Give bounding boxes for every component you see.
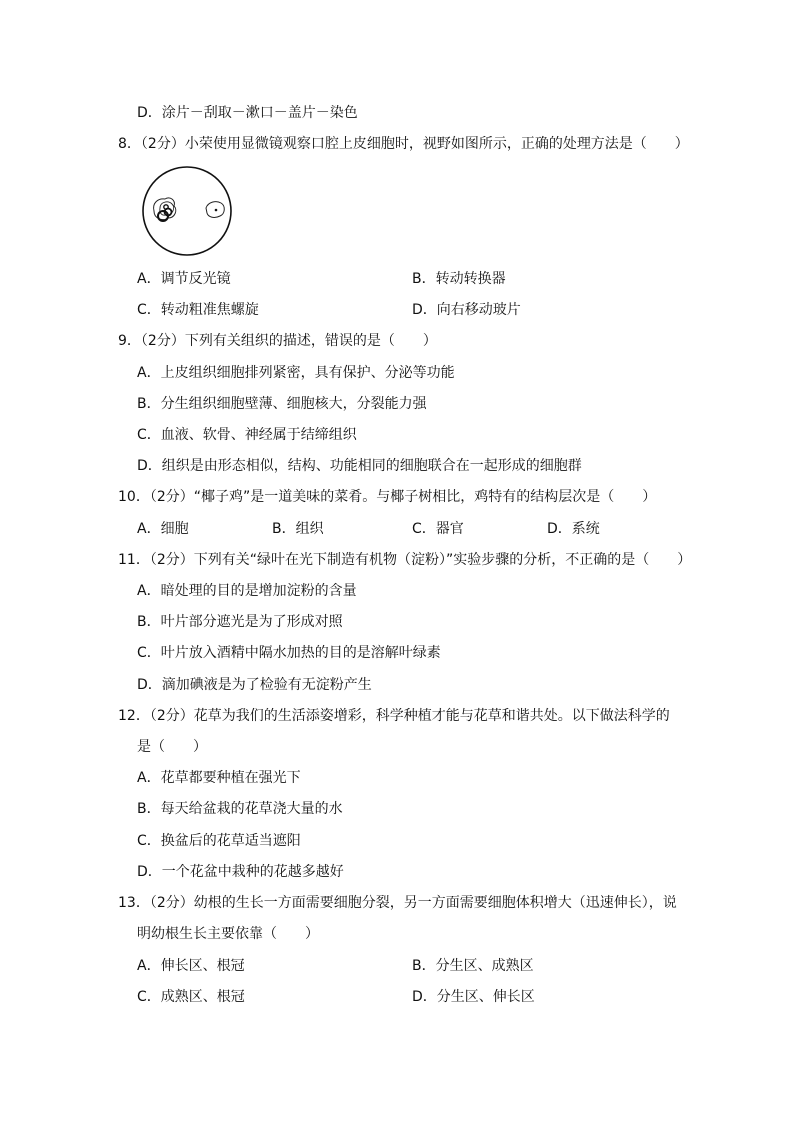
q12-option-b: B．每天给盆栽的花草浇大量的水	[137, 801, 343, 817]
q12-stem-line2: 是（ ）	[137, 739, 207, 755]
q9-option-a: A．上皮组织细胞排列紧密，具有保护、分泌等功能	[137, 365, 455, 381]
q10-option-a: A．细胞	[137, 521, 189, 537]
q13-option-b: B．分生区、成熟区	[412, 958, 534, 974]
q10-option-d: D．系统	[547, 521, 600, 537]
q12-stem-line1: 12．（2分）花草为我们的生活添姿增彩，科学种植才能与花草和谐共处。以下做法科学的	[118, 708, 670, 724]
q13-option-a: A．伸长区、根冠	[137, 958, 245, 974]
q13-stem-line2: 明幼根生长主要依靠（ ）	[137, 926, 319, 942]
q7-option-d: D．涂片－刮取－漱口－盖片－染色	[137, 105, 358, 121]
q8-option-c: C．转动粗准焦螺旋	[137, 302, 259, 318]
q8-option-b: B．转动转换器	[412, 271, 506, 287]
q10-stem: 10．（2分）“椰子鸡”是一道美味的菜肴。与椰子树相比，鸡特有的结构层次是（ ）	[118, 489, 657, 505]
q8-option-d: D．向右移动玻片	[412, 302, 521, 318]
q11-option-b: B．叶片部分遮光是为了形成对照	[137, 614, 343, 630]
q9-option-d: D．组织是由形态相似，结构、功能相同的细胞联合在一起形成的细胞群	[137, 458, 582, 474]
q12-option-c: C．换盆后的花草适当遮阳	[137, 833, 301, 849]
q11-option-a: A．暗处理的目的是增加淀粉的含量	[137, 583, 357, 599]
q9-option-b: B．分生组织细胞壁薄、细胞核大，分裂能力强	[137, 396, 427, 412]
q11-stem: 11．（2分）下列有关“绿叶在光下制造有机物（淀粉）”实验步骤的分析，不正确的是（ ）	[118, 552, 692, 568]
q13-stem-line1: 13．（2分）幼根的生长一方面需要细胞分裂，另一方面需要细胞体积增大（迅速伸长），说	[118, 895, 677, 911]
q8-option-a: A．调节反光镜	[137, 271, 231, 287]
q13-option-d: D．分生区、伸长区	[412, 989, 535, 1005]
q9-option-c: C．血液、软骨、神经属于结缔组织	[137, 427, 357, 443]
q9-stem: 9．（2分）下列有关组织的描述，错误的是（ ）	[118, 333, 437, 349]
q13-option-c: C．成熟区、根冠	[137, 989, 245, 1005]
q10-option-c: C．器官	[412, 521, 464, 537]
q12-option-d: D．一个花盆中栽种的花越多越好	[137, 864, 344, 880]
q11-option-d: D．滴加碘液是为了检验有无淀粉产生	[137, 677, 372, 693]
q10-option-b: B．组织	[272, 521, 324, 537]
microscope-field-figure	[138, 166, 238, 258]
q8-stem: 8．（2分）小荣使用显微镜观察口腔上皮细胞时，视野如图所示，正确的处理方法是（ ）	[118, 136, 689, 152]
q11-option-c: C．叶片放入酒精中隔水加热的目的是溶解叶绿素	[137, 645, 441, 661]
q12-option-a: A．花草都要种植在强光下	[137, 770, 301, 786]
